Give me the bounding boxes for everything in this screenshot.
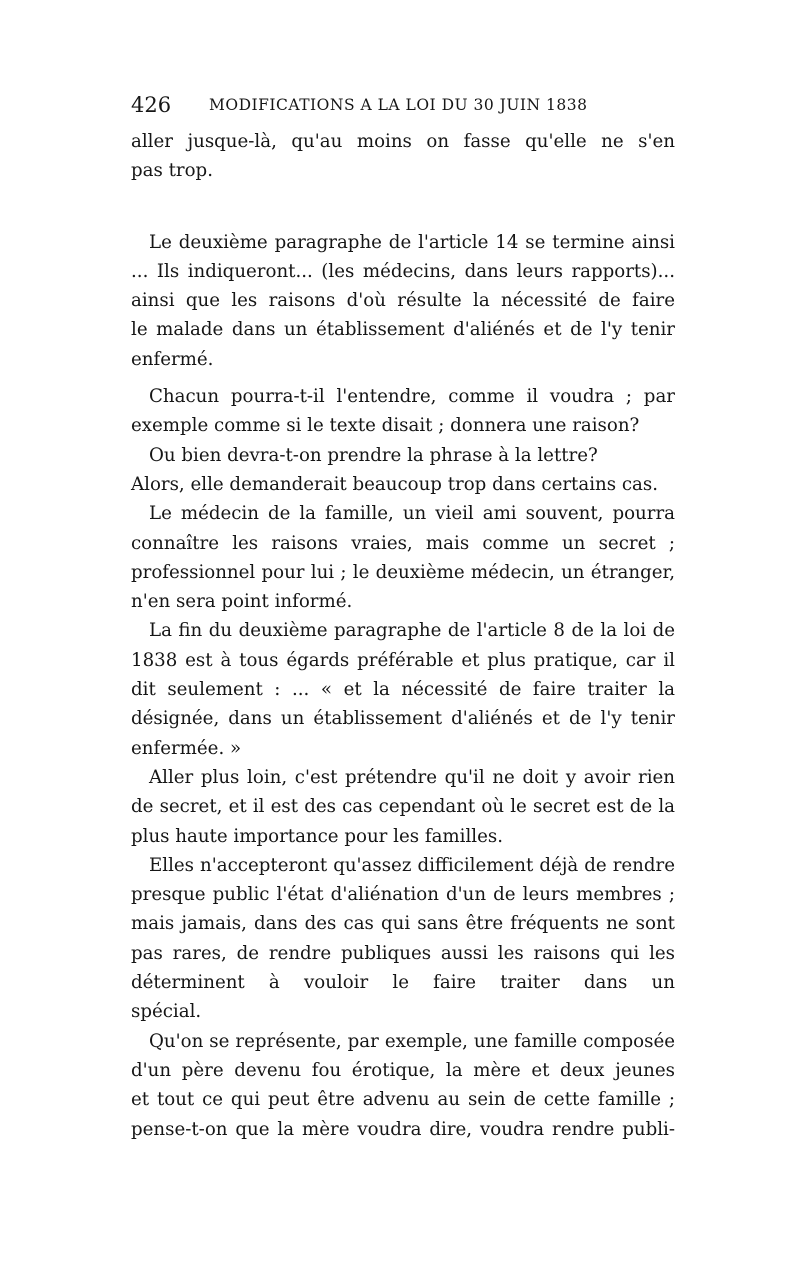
text-line: déterminent à vouloir le faire traiter dans un: [131, 972, 675, 994]
paragraph: [131, 228, 675, 374]
paragraph: [131, 763, 675, 851]
text-line: n'en sera point informé.: [131, 591, 353, 613]
text-line: connaître les raisons vraies, mais comme un secret ;: [131, 532, 675, 554]
text-line: La fin du deuxième paragraphe de l'article 8 de la loi de: [149, 620, 675, 642]
text-line: presque public l'état d'aliénation d'un de leurs membres ;: [131, 884, 675, 906]
text-line: exemple comme si le texte disait ; donnera une raison?: [131, 415, 640, 437]
text-line: le malade dans un établissement d'aliénés et de l'y tenir: [131, 319, 675, 341]
page-header: [131, 93, 675, 121]
paragraph: [131, 127, 675, 186]
paragraph: [131, 499, 675, 616]
text-line: Alors, elle demanderait beaucoup trop dans certains cas.: [131, 473, 659, 495]
text-line: Le deuxième paragraphe de l'article 14 se termine ainsi: [149, 231, 675, 253]
text-line: spécial.: [131, 1001, 202, 1023]
paragraph: [131, 470, 675, 499]
text-line: et tout ce qui peut être advenu au sein de cette famille ;: [131, 1089, 675, 1111]
text-line: aller jusque-là, qu'au moins on fasse qu'elle ne s'en: [131, 131, 675, 152]
text-line: Qu'on se représente, par exemple, une famille composée: [149, 1030, 675, 1052]
text-line: dit seulement : ... « et la nécessité de faire traiter la: [131, 679, 675, 701]
text-line: professionnel pour lui ; le deuxième médecin, un étranger,: [131, 561, 675, 583]
running-title: MODIFICATIONS A LA LOI DU 30 JUIN 1838: [209, 96, 588, 114]
body-text: [131, 127, 675, 1144]
text-line: désignée, dans un établissement d'aliénés et de l'y tenir: [131, 708, 675, 730]
text-line: enfermé.: [131, 348, 214, 370]
text-line: Elles n'accepteront qu'assez difficilement déjà de rendre: [149, 854, 675, 876]
text-line: Ou bien devra-t-on prendre la phrase à la lettre?: [149, 444, 598, 466]
paragraph: [131, 851, 675, 1027]
text-line: ... Ils indiqueront... (les médecins, dans leurs rapports)...: [131, 260, 675, 282]
text-line: 1838 est à tous égards préférable et plus pratique, car il: [131, 649, 675, 671]
paragraph: [131, 616, 675, 762]
text-line: pas trop.: [131, 160, 213, 182]
paragraph: [131, 382, 675, 441]
text-line: pense-t-on que la mère voudra dire, voudra rendre publi-: [131, 1118, 675, 1140]
text-line: pas rares, de rendre publiques aussi les raisons qui les: [131, 942, 675, 964]
page-number: 426: [131, 93, 172, 117]
text-line: Chacun pourra-t-il l'entendre, comme il voudra ; par: [149, 386, 675, 408]
text-line: Aller plus loin, c'est prétendre qu'il ne doit y avoir rien: [149, 766, 675, 788]
paragraph: [131, 441, 675, 470]
paragraph: [131, 1027, 675, 1144]
text-line: enfermée. »: [131, 737, 242, 759]
text-line: ainsi que les raisons d'où résulte la nécessité de faire: [131, 290, 675, 312]
text-line: d'un père devenu fou érotique, la mère et deux jeunes: [131, 1059, 675, 1081]
text-line: de secret, et il est des cas cependant où le secret est de la: [131, 796, 675, 818]
text-line: mais jamais, dans des cas qui sans être fréquents ne sont: [131, 913, 675, 935]
text-line: plus haute importance pour les familles.: [131, 825, 503, 847]
text-line: Le médecin de la famille, un vieil ami souvent, pourra: [149, 503, 675, 525]
